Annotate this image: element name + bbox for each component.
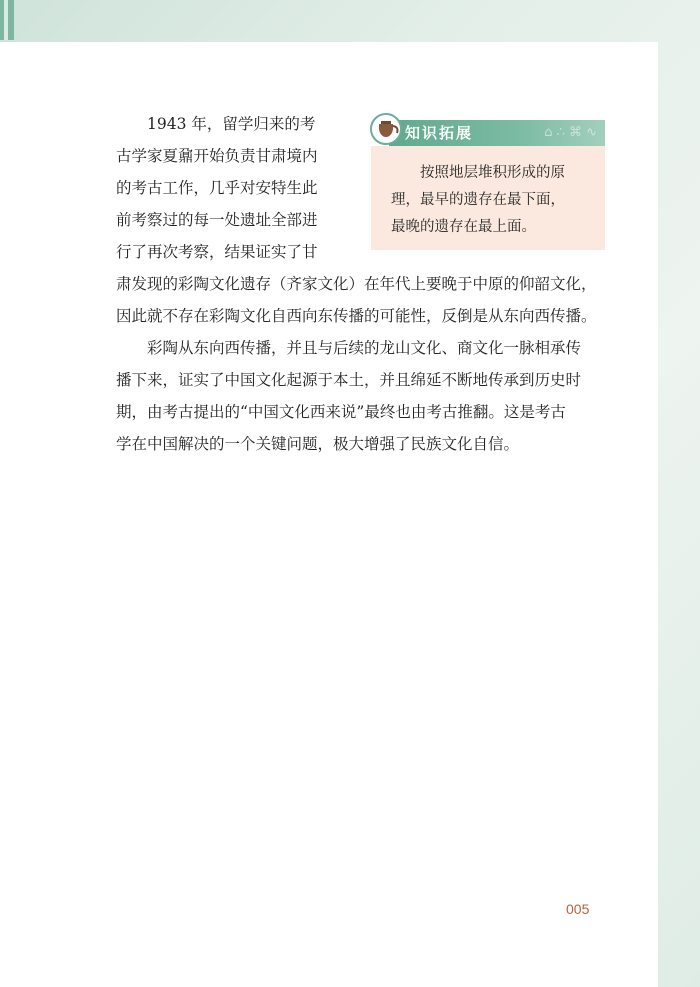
paragraph-1 [116,108,360,268]
sidebar-line: 按照地层堆积形成的原 [420,165,565,181]
sidebar-text [391,160,601,241]
paragraph-line: 彩陶从东向西传播，并且与后续的龙山文化、商文化一脉相承传 [147,339,582,357]
paragraph-line: 行了再次考察，结果证实了甘 [116,243,318,261]
paragraph-line: 学在中国解决的一个关键问题，极大增强了民族文化自信。 [116,435,520,453]
paragraph-line: 1943 年，留学归来的考 [147,115,316,133]
paragraph-1-continued [116,268,608,332]
paragraph-line: 期，由考古提出的“中国文化西来说”最终也由考古推翻。这是考古 [116,403,566,421]
corner-tab [0,0,14,40]
sidebar-line: 理，最早的遗存在最下面， [391,192,565,208]
sidebar-line: 最晚的遗存在最上面。 [391,219,536,235]
paragraph-line: 播下来，证实了中国文化起源于本土，并且绵延不断地传承到历史时 [116,371,582,389]
paragraph-2 [116,332,608,460]
page-number: 005 [566,901,590,917]
paragraph-line: 古学家夏鼐开始负责甘肃境内 [116,147,318,165]
pottery-icon [369,112,403,146]
sidebar-title: 知识拓展 [405,124,474,142]
paragraph-line: 肃发现的彩陶文化遗存（齐家文化）在年代上要晚于中原的仰韶文化， [116,275,597,293]
paragraph-line: 前考察过的每一处遗址全部进 [116,211,318,229]
sidebar-body [371,146,605,250]
decorative-pattern: ⌂ ∴ ⌘ ∿ [544,125,597,140]
paragraph-line: 因此就不存在彩陶文化自西向东传播的可能性，反倒是从东向西传播。 [116,307,597,325]
paragraph-line: 的考古工作，几乎对安特生此 [116,179,318,197]
knowledge-extension-box [369,110,605,250]
sidebar-header [389,120,605,146]
